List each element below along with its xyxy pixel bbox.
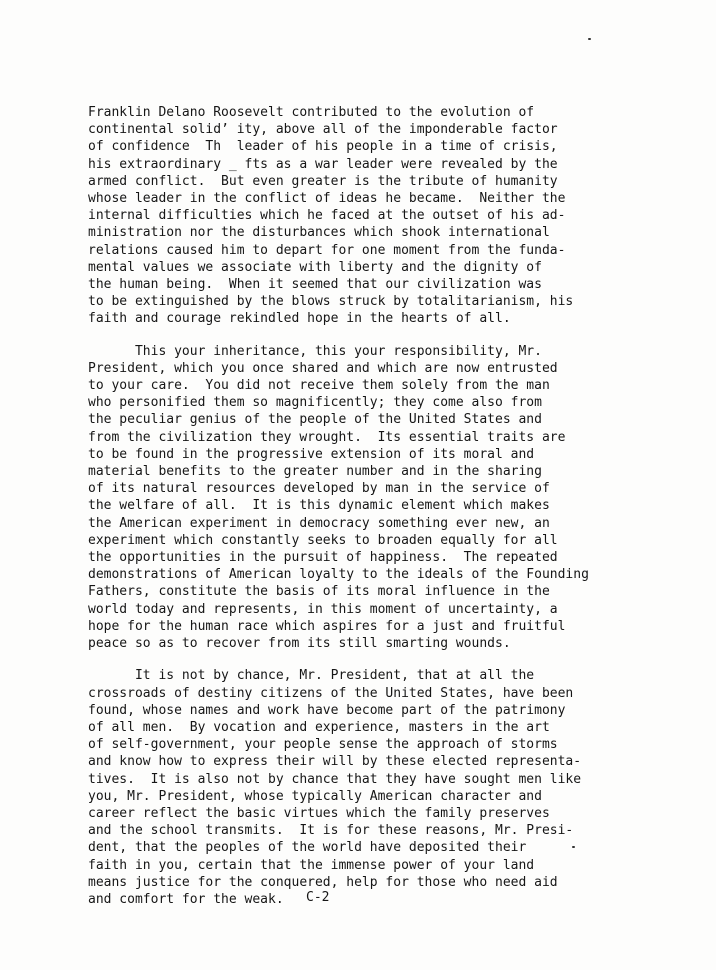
text-line: the peculiar genius of the people of the United States and [88,412,542,428]
text-line: material benefits to the greater number and in the sharing [88,464,542,480]
text-line: of confidence Th leader of his people in a time of crisis, [88,139,558,155]
text-line: to your care. You did not receive them solely from the man [88,378,550,394]
paragraph-1 [88,104,628,328]
text-line: President, which you once shared and which are now entrusted [88,360,558,376]
text-line: of its natural resources developed by man in the service of [88,481,550,497]
text-line: whose leader in the conflict of ideas he became. Neither the [88,191,566,207]
text-line: the American experiment in democracy something ever new, an [88,515,550,531]
text-line: demonstrations of American loyalty to the ideals of the Founding [88,567,589,583]
text-line: world today and represents, in this moment of uncertainty, a [88,601,558,617]
scan-speck [588,38,591,40]
text-line: of self-government, your people sense the approach of storms [88,737,558,753]
text-line: peace so as to recover from its still smarting wounds. [88,636,511,652]
text-line: This your inheritance, this your responsibility, Mr. [88,343,542,359]
text-line: and comfort for the weak. [88,891,284,907]
text-line: dent, that the peoples of the world have deposited their [88,840,527,856]
text-line: means justice for the conquered, help for those who need aid [88,874,558,890]
text-line: internal difficulties which he faced at the outset of his ad- [88,208,566,224]
text-line: Fathers, constitute the basis of its moral influence in the [88,584,550,600]
text-line: mental values we associate with liberty and the dignity of [88,259,542,275]
text-line: continental solid’ ity, above all of the imponderable factor [88,122,558,138]
text-line: who personified them so magnificently; they come also from [88,395,542,411]
page-number: C-2 [306,890,330,905]
text-line: hope for the human race which aspires for a just and fruitful [88,618,566,634]
text-line: and know how to express their will by these elected representa- [88,754,582,770]
text-line: you, Mr. President, whose typically American character and [88,788,542,804]
text-line: career reflect the basic virtues which the family preserves [88,805,550,821]
text-line: relations caused him to depart for one moment from the funda- [88,242,566,258]
text-line: to be extinguished by the blows struck by totalitarianism, his [88,294,574,310]
text-line: the opportunities in the pursuit of happiness. The repeated [88,550,558,566]
text-line: the welfare of all. It is this dynamic element which makes [88,498,550,514]
text-line: the human being. When it seemed that our civilization was [88,277,542,293]
text-line: experiment which constantly seeks to broaden equally for all [88,532,558,548]
paragraph-3 [88,667,628,908]
text-line: and the school transmits. It is for these reasons, Mr. Presi- [88,823,574,839]
text-line: faith and courage rekindled hope in the hearts of all. [88,311,511,327]
text-line: to be found in the progressive extension of its moral and [88,446,535,462]
text-line: crossroads of destiny citizens of the United States, have been [88,685,574,701]
text-line: Franklin Delano Roosevelt contributed to the evolution of [88,105,535,120]
text-line: found, whose names and work have become part of the patrimony [88,702,566,718]
text-line: It is not by chance, Mr. President, that at all the [88,668,535,684]
text-line: armed conflict. But even greater is the tribute of humanity [88,173,558,189]
text-line: faith in you, certain that the immense power of your land [88,857,535,873]
body-text [88,104,628,923]
text-line: from the civilization they wrought. Its essential traits are [88,429,566,445]
text-line: of all men. By vocation and experience, masters in the art [88,719,550,735]
scan-speck [572,846,575,848]
paragraph-2 [88,343,628,653]
text-line: his extraordinary _ fts as a war leader were revealed by the [88,156,558,172]
text-line: tives. It is also not by chance that they have sought men like [88,771,582,787]
text-line: ministration nor the disturbances which shook international [88,225,550,241]
